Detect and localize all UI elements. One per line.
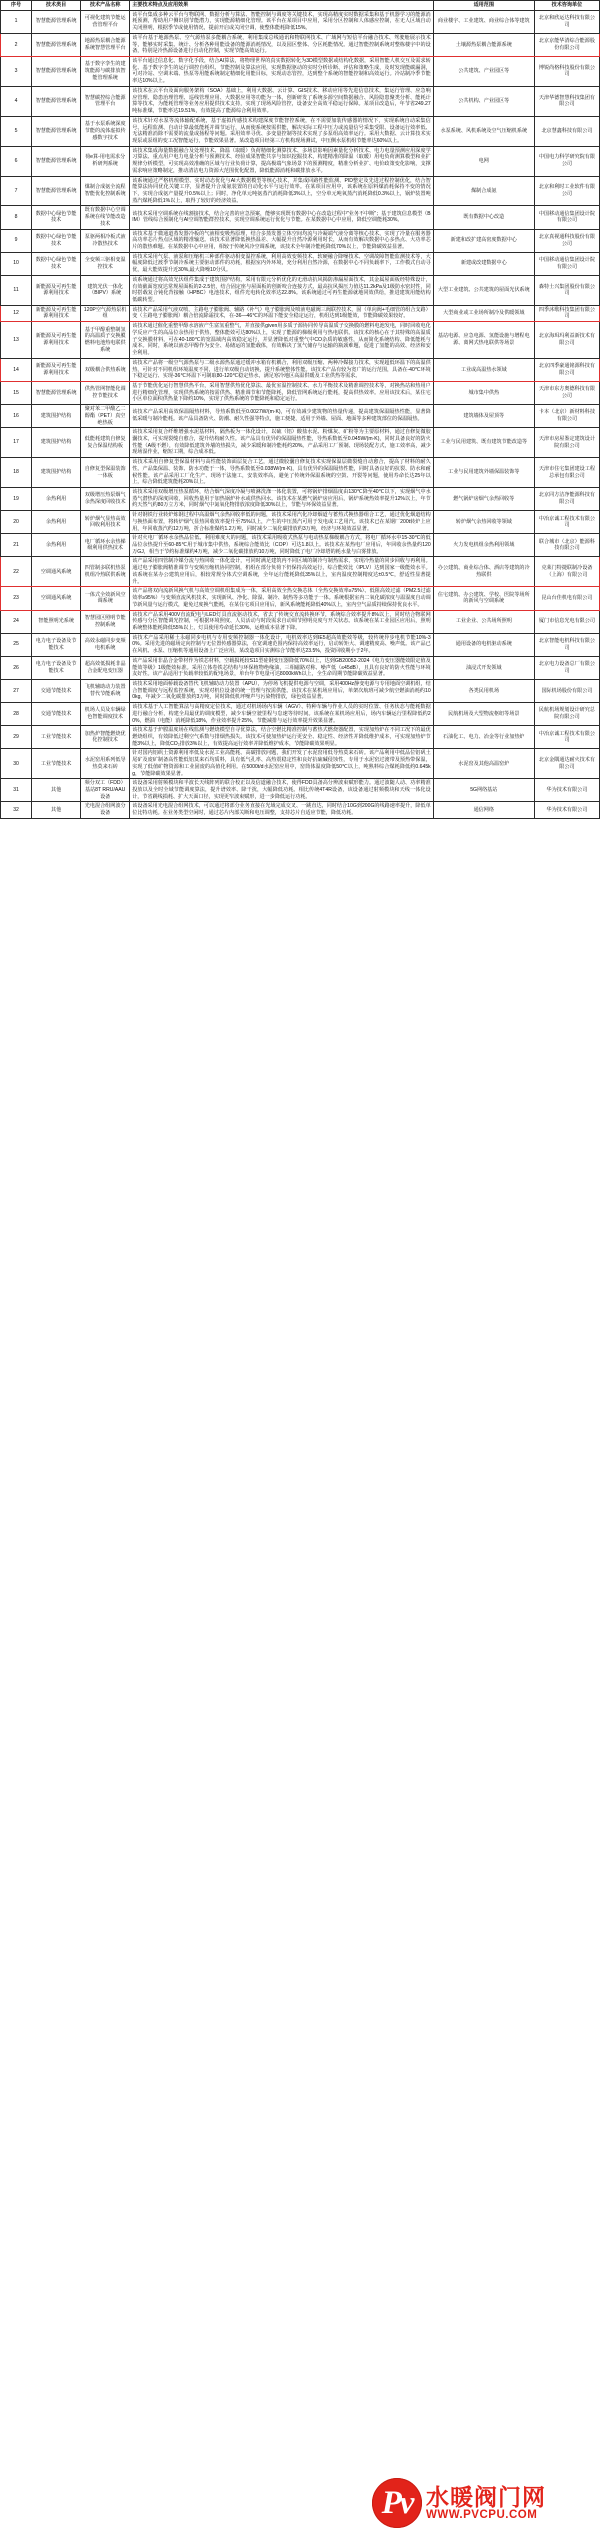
cell-category: 余热利用 [32, 511, 81, 534]
cell-org: 中冶京诚工程技术有限公司 [534, 726, 599, 749]
cell-org: 克莱门特捷联制冷设备（上海）有限公司 [534, 557, 599, 587]
cell-description: 针对钢铁行业转炉炼钢过程中高温烟气余热回收率低的问题，该技术采用汽化冷却烟道与蓄热式换热器组合工艺，通过优化烟道结构与换热面布置，将转炉烟气显热回收效率提升至75%以上，产生的中压蒸汽可用于发电或工艺用汽。该技术已在某钢厂200t转炉上应用，年回收蒸汽约12万吨，折合标准煤约1.2万吨，同时减少二氧化碳排放约3万吨，经济与环境效益显著。 [130, 511, 434, 534]
cell-scope: 煤制合成氨 [433, 176, 534, 206]
table-row [1, 726, 600, 749]
cell-org: 天津华德智慧科技集团有限公司 [534, 86, 599, 116]
watermark-site-name: 水暖阀门网 [426, 2483, 546, 2510]
table-row [1, 86, 600, 116]
cell-product: 供热管网智能化调控节能技术 [81, 381, 130, 404]
cell-org: 北京四季豪通铭源科技有限公司 [534, 358, 599, 381]
cell-product: 频分双工（FDD）基站8T RRU/AAU设备 [81, 779, 130, 802]
cell-no: 16 [1, 405, 32, 428]
cell-no: 12 [1, 305, 32, 321]
cell-no: 29 [1, 726, 32, 749]
cell-no: 20 [1, 511, 32, 534]
cell-scope: 公共机构、产业园区等 [433, 86, 534, 116]
cell-org: 北京和利时工业软件有限公司 [534, 176, 599, 206]
table-row [1, 206, 600, 229]
cell-product: 光电混合组网波分设备 [81, 802, 130, 818]
cell-product: 双级增压热泵烟气余热深度回收技术 [81, 488, 130, 511]
column-header-no: 序号 [1, 1, 32, 11]
cell-description: 该设备采用光电混合组网技术，可以通过将部分业务直接在光域完成交叉、一跳直达，同时结合10G到200G的线路速率提升，降低单位比特功耗。在业务类型空闲时，通过芯片内部关断和电压调整，支持芯片自适应节能，降低功耗。 [130, 802, 434, 818]
cell-product: 双级耦合供热系统 [81, 358, 130, 381]
cell-category: 交通节能技术 [32, 703, 81, 726]
cell-product: 高效永磁同步变频电机系统 [81, 633, 130, 656]
cell-category: 新能源及可再生能源利用技术 [32, 358, 81, 381]
cell-product: 荷e算-用电需求分析研判系统 [81, 146, 130, 176]
cell-no: 5 [1, 116, 32, 146]
cell-scope: 土壤源热泵耦合能源系统 [433, 33, 534, 56]
cell-description: 针对国内铝矾土资源利用率低及水泥工业高能耗、高碳排放问题，我们开发了水泥窑用低导热莫来石砖。该产品利用中低品位铝矾土尾矿及废矿制备高性能低铝莫来石均质料，具有低气孔率、高热震稳定性和良好抗硫碱侵蚀性，专用于水泥窑过渡带及预热带保温，实现了低值矿物资源和工业固废的高值化利用。在5000t/d水泥窑应用中，窑筒体温度降低50℃以上，吨熟料综合煤耗降低约0.645kg，节能降碳效果显著。 [130, 749, 434, 779]
table-row [1, 557, 600, 587]
cell-product: 可视化建筑节能运营管理平台 [81, 10, 130, 33]
cell-category: 余热利用 [32, 534, 81, 557]
cell-product: 聚对苯二甲酸乙二醇酯（PET）真空绝热板 [81, 405, 130, 428]
column-header-org: 技术咨询单位 [534, 1, 599, 11]
table-row [1, 679, 600, 702]
cell-scope: 住宅建筑、办公建筑、学校、医院等场所的新风与空调系统 [433, 587, 534, 610]
cell-no: 6 [1, 146, 32, 176]
cell-org: 北京和欣运达科技有限公司 [534, 10, 599, 33]
cell-description: 该技术基于人工智能算法与高精度定位技术，通过对机场场内车辆（AGV）、特种车辆与作业人员的实时位置、任务状态与能耗数据进行融合分析，构建全局最优的调度模型，减少车辆空驶里程与怠速等待时间。该系统在某机场应用后，场内车辆运行里程降低约20%，燃油（电能）消耗降低18%，作业效率提升25%，节能减排与运行效率提升效果显著。 [130, 703, 434, 726]
cell-product: 超高效低损耗非晶合金配电变压器 [81, 656, 130, 679]
cell-scope: 公共建筑、产业园区等 [433, 57, 534, 87]
cell-product: 基于数字孪生的建筑能源与碳排放智能管理系统 [81, 57, 130, 87]
cell-scope: 办公建筑、商业综合体、酒店等建筑的冷热联供 [433, 557, 534, 587]
cell-description: 该产品采用四管制冷媒分流与热回收一体化设计，可同时满足建筑内不同区域的制冷与制热需求，实现冷热量的同步回收与再利用。通过电子膨胀阀精准调节与变频压缩机协同控制，机组在部分负荷下仍保持高效运行，综合能效比（IPLV）达到国家一级能效水平。该系统在某办公建筑应用后，相较常规分体式空调系统，全年运行能耗降低35%以上，室内温度控制精度达±0.5℃，舒适性显著提升。 [130, 557, 434, 587]
cell-product: 加热炉智能燃烧优化控制技术 [81, 726, 130, 749]
cell-description: 基于节能优化运行智慧供热平台，采用智慧供热优化算法、最优室温控制技术、水力平衡技术及精准调控技术等，对换热站和热用户进行精细化管理，实现供热系统的按需供热、精准调节和节能降耗，降低管网系统运行能耗，提高供热效率。应用该技术后，某住宅小区单位面积供热量下降约10%，实现了供热系统的节能降耗和稳定运行。 [130, 381, 434, 404]
table-row [1, 252, 600, 275]
cell-description: 该技术产品采用稀土永磁同步电机与专用变频控制器一体化设计，电机效率达到IE5超高效能效等级，较传统异步电机节能10%-30%。采用先进的磁场定向控制与无位置传感器算法，在宽调速范围内保持高效率运行，启动转矩大、调速精度高、噪声低。该产品已在风机、水泵、压缩机等通用设备上广泛应用，某改造项目实测综合节能率达23.5%，投资回收期小于2年。 [130, 633, 434, 656]
technology-catalog-table [0, 0, 600, 819]
cell-product: 泵驱两相冷板式液冷散热技术 [81, 229, 130, 252]
watermark-site-url: WWW.PVCPU.COM [426, 2508, 538, 2521]
cell-no: 24 [1, 610, 32, 633]
table-row [1, 488, 600, 511]
cell-scope: 基站电源、应急电源、氢能设施与增程电源、离网式热电联供等场景 [433, 322, 534, 359]
cell-category: 工业节能技术 [32, 749, 81, 779]
table-row [1, 10, 600, 33]
cell-scope: 工业企业、公共场所照明 [433, 610, 534, 633]
column-header-scope: 适用范围 [433, 1, 534, 11]
cell-product: 机场人员及车辆绿色智能调度技术 [81, 703, 130, 726]
cell-no: 25 [1, 633, 32, 656]
cell-no: 9 [1, 229, 32, 252]
cell-no: 1 [1, 10, 32, 33]
cell-description: 该系统通过将高效光伏组件集成于建筑围护结构，采用有限元分析优化的无滑动抗风揭防渗漏屋面技术，其金属屋面板经特殊设计，有效截面宽度达常规屋面板的2-2.5倍，结合固定座与屋面板的创新咬合连接方式，最高抗风揭压力值达11.2kPa及1级防水密封性，同时搭载复合钝化背接触（HPBC）电池技术，组件光电转化效率达22.8%。该系统通过可再生能源就地同效供给，推进建筑用能结构低碳转型。 [130, 275, 434, 305]
cell-category: 智慧能源管理系统 [32, 57, 81, 87]
cell-category: 空调通风系统 [32, 587, 81, 610]
cell-scope: 民航机场及大型物流枢纽等场景 [433, 703, 534, 726]
cell-product: 智慧碳控综合能源管理平台 [81, 86, 130, 116]
cell-no: 8 [1, 206, 32, 229]
cell-scope: 水泥窑及其他高温窑炉 [433, 749, 534, 779]
cell-scope: 商业楼宇、工业建筑、商业综合体等建筑 [433, 10, 534, 33]
cell-scope: 城市集中供热 [433, 381, 534, 404]
cell-product: 低能耗建筑自修复复合保温结构板 [81, 428, 130, 458]
cell-description: 该技术通过催化重整甲醇水溶液产生富氢重整气，并直接供given用多质子源协同传导高温质子交换膜的燃料电池发电，同时回收电化学反应产生的高品位余热用于供热，整体能效可达80%以上，实现了能源的梯级利用与热电联供。该技术的核心在于其特殊的高温质子交换膜材料，可在40-180℃的宽温域内高效稳定运行，并显著降低对重整气中CO杂质的敏感性，从而简化系统结构、降低能耗与成本。同时，系统以液态甲醇作为安全、易储运的氢能载体，有效解决了氢气储存与运输的瓶颈难题，促进了氢能的高效、经济和安全利用。 [130, 322, 434, 359]
cell-product: 电厂循环水余热梯级利用供热技术 [81, 534, 130, 557]
cell-scope: 大型商业或工业场所制冷及供暖领域 [433, 305, 534, 321]
table-header [1, 1, 600, 11]
cell-description: 针对火电厂循环水余热品位低、利用难度大的问题，该技术采用吸收式热泵与电动热泵梯级耦合方式，将电厂循环水中15-30℃的低品位余热提升至60-85℃用于城市集中供热，系统综合能效比（COP）可达1.8以上。该技术在某热电厂应用后，年回收余热量约120万GJ，相当于节约标准煤约4万吨，减少二氧化碳排放约10万吨，同时降低了电厂冷却塔的耗水量与白雾排放。 [130, 534, 434, 557]
cell-org: 昆山台佳机电有限公司 [534, 587, 599, 610]
cell-org: 森特士兴集团股份有限公司 [534, 275, 599, 305]
cell-org: 北京京能华清综合能源股份有限公司 [534, 33, 599, 56]
table-row [1, 275, 600, 305]
cell-category: 交通节能技术 [32, 679, 81, 702]
cell-product: 水泥窑用系列低导热莫来石砖 [81, 749, 130, 779]
cell-org: 天津市东方奥德科技有限公司 [534, 381, 599, 404]
cell-no: 22 [1, 557, 32, 587]
cell-description: 该系统通过严格机理模型、实时动态优化与AI大数据模型等核心技术，并集成回路性能监测、PID整定及先进过程控制优化，结合智能算法协同优化关键工序，显著提升合成氨装置的自动化水平与运行效率。在某项目应用中，该系统在原料煤消耗保持不变的情况下，实现合成氨产量提升0.5%以上；同时，净化单元吨氨蒸汽消耗降低3%以上，空分单元吨氧蒸汽消耗降低0.3%以上，锅炉装置吨蒸汽煤耗降低1%以上，取得了较好的经济效益。 [130, 176, 434, 206]
cell-org: 北京真视通科技股份有限公司 [534, 229, 599, 252]
cell-no: 7 [1, 176, 32, 206]
table-row [1, 749, 600, 779]
cell-product: 一体式全效新风空调系统 [81, 587, 130, 610]
cell-description: 该技术采用双级增压热泵循环，结合烟气深度冷凝与喷淋洗涤一体化装置，可将锅炉排烟温度由130℃降至40℃以下，实现烟气中水蒸气潜热的深度回收，回收热量用于加热锅炉补水或供热回水。该技术在某燃气锅炉房应用后，锅炉系统热效率提升12%以上，年节约天然气约80万立方米，同时烟气中氮氧化物排放浓度降低30%以上，节能与环保效益显著。 [130, 488, 434, 511]
table-row [1, 116, 600, 146]
cell-scope: 转炉烟气余热回收等领域 [433, 511, 534, 534]
cell-no: 27 [1, 679, 32, 702]
column-header-description: 主要技术特点及应用效果 [130, 1, 434, 11]
cell-scope: 既有数据中心改造 [433, 206, 534, 229]
cell-description: 该平台通过信息化、数字化手段，结合AI算法，将物理世界的真实数据转化为3D模型数据或结构化数据，采用智能人机交互及需求转化、基于数字孪生的运行调控自组织、节能控制及算法应用，实现数据驱动的实时分析诊断、评估和策略生成，及时发现能碳漏洞，可对冷站、空调末端、热泵等用能系统制定精细化用能目标，实现动态管控，达到整个系统的智能控制和高效运行。冷站制冷季节能率达10%以上。 [130, 57, 434, 87]
table-row [1, 57, 600, 87]
cell-description: 该技术产品采用高效保温隔热材料，导热系数低至0.0027W/(m·K)，可有效减少建筑物的热量传递，提高建筑保温隔热性能，显著降低采暖与制冷能耗。该产品具备防火、防潮、耐久性强等特点，施工便捷，适用于外墙、屋面、地面等多种建筑部位的保温隔热。 [130, 405, 434, 428]
cell-description: 该技术基于炉膛温度场在线监测与燃烧模型自寻优算法，结合空燃比精准控制与蓄热式燃烧器配置，实现加热炉在不同工况下的最优燃烧组织，有效降低过剩空气系数与排烟热损失。该技术可使加热炉运行更安全、稳定性、经济性并降低维护成本，可实现加热炉节能3%以上，降低CO₂排放3%以上，有效提高运行效率并降低维护成本，节能降碳效果明显。 [130, 726, 434, 749]
table-row [1, 587, 600, 610]
cell-no: 14 [1, 358, 32, 381]
cell-description: 该技术基于微通道蒸发器冷板的气液相变吸热原理，结合多蒸发器立体空间均流与冷凝端气液分离等核心技术，实现了冷量在服务器高功率芯片热点区域的精准输送。该技术显著降低换热温差、大幅提升自然冷源利用时长，从而有效解决数据中心多热点、大功率芯片的散热难题。在某数据中心中应用，相较于传统风冷空调系统，该技术全年制冷能耗降低70%以上，节能降碳效益显著。 [130, 229, 434, 252]
cell-no: 19 [1, 488, 32, 511]
cell-description: 该技术针对水泵等流体输配系统，基于虚拟传感技术构建深度节能智控系统，在不需要加装传感器的情况下，实现系统自动采集信号、远程监测、自动计算最低能耗并调节运行，从而使系统按需供能，解决实际工程中压力或流量信号采集受限、设备运行效率低、无法精准消除不需要的流量或扬程等问题。采用效率寻优、多变量控制等技术实现了多泵组高效率运行。采用大数据、云计算技术实现泵或泵组的变工况智能运行，节能效果显著。某改造项目经第三方机构现场测试，中压侧水泵机组节能率达60%以上。 [130, 116, 434, 146]
cell-no: 21 [1, 534, 32, 557]
table-row [1, 656, 600, 679]
cell-category: 新能源及可再生能源利用技术 [32, 275, 81, 305]
table-row [1, 633, 600, 656]
cell-org: 北京智能电机科技有限公司 [534, 633, 599, 656]
cell-description: 该技术采用复合纤维增强水泥基材料，隔热板为一体化设计，以硫（铝）酸盐水泥、粉煤灰、矿粉等为主要原材料，通过自修复微胶囊技术，可实现裂缝自愈合，提升结构耐久性。该产品具有优异的保温隔热性能，导热系数低至0.045W/(m·K)，同时具备良好的防火性能（A级不燃），有效降低建筑外墙的热损失，减少采暖和制冷能耗约20%。产品采用工厂预制、现场装配方式，施工效率高，减少现场湿作业，缩短工期，综合成本低。 [130, 428, 434, 458]
cell-description: 该技术产品将一级空气源热泵与二级水源热泵通过缓冲水箱有机耦合，利用双级压缩、两种冷媒接力技术，实现超低环温下的高温供热，可针对不同机组环境温度不同，进行单双级自动切换，提升系统整体性能。该技术产品有较为宽广的运行范围，具备在-40℃环境下稳定运行、实现-36℃环温下可制取80-120℃稳定热水，满足寒冷地区高温供暖及工业供热等需求。 [130, 358, 434, 381]
table-row [1, 176, 600, 206]
cell-org: 北京电力设备总厂有限公司 [534, 656, 599, 679]
cell-scope: 通用设备的电机驱动系统 [433, 633, 534, 656]
cell-product: 转炉烟气显热高效回收利用技术 [81, 511, 130, 534]
cell-scope: 大型工业建筑、公共建筑的屋面光伏系统 [433, 275, 534, 305]
table-row [1, 381, 600, 404]
table-row [1, 33, 600, 56]
cell-category: 空调通风系统 [32, 557, 81, 587]
cell-scope: 新建和改扩建高密度数据中心 [433, 229, 534, 252]
cell-org: 国际机场股份有限公司 [534, 679, 599, 702]
cell-no: 31 [1, 779, 32, 802]
watermark-logo-icon [372, 2478, 422, 2528]
cell-scope: 火力发电机组余热利用领域 [433, 534, 534, 557]
cell-category: 建筑围护结构 [32, 458, 81, 488]
cell-category: 新能源及可再生能源利用技术 [32, 305, 81, 321]
cell-scope: 水泵系统、风机系统及空气压缩机系统 [433, 116, 534, 146]
site-watermark [372, 2472, 600, 2534]
cell-no: 3 [1, 57, 32, 87]
cell-product: 120P空气源热泵机组 [81, 305, 130, 321]
watermark-text [426, 2485, 546, 2522]
cell-org: 四季沐歌科技集团有限公司 [534, 305, 599, 321]
cell-no: 26 [1, 656, 32, 679]
cell-scope: 油浸式开发领域 [433, 656, 534, 679]
cell-org: 北京同方洁净能源科技有限公司 [534, 488, 599, 511]
cell-no: 30 [1, 749, 32, 779]
cell-org: 华为技术有限公司 [534, 779, 599, 802]
cell-scope: 新建或改建数据中心 [433, 252, 534, 275]
cell-scope: 燃气锅炉房烟气余热回收等 [433, 488, 534, 511]
cell-product: 既有数据中心空调系统在线节能改造技术 [81, 206, 130, 229]
cell-description: 该技术采用气泵、液泵和压缩机三种部件驱动相变温控系统，利用高效变频技术、软硬融合降噪技术、空调故障智能监测技术等，大幅度降低过渡季节制冷系统主要驱动部件的功耗，根据室内外环境，充分利用自然冷源，在数据中心不同负载率下，工作模式自动寻优，最大能效提升近30%,最大降噪10分贝。 [130, 252, 434, 275]
cell-description: 该技术采用自修复型保温材料与高性能装饰面层复合工艺，通过微胶囊自修复技术实现保温层微裂缝自动愈合，提高了材料的耐久性。产品集保温、装饰、防水功能于一体，导热系数低至0.038W/(m·K)，具有优异的保温隔热性能，同时具备良好的抗裂、防水和耐候性能。该产品采用工厂化生产、现场干法施工，安装效率高，避免了传统外保温系统的空鼓、开裂等问题，使用寿命长达25年以上，综合降低建筑能耗20%以上。 [130, 458, 434, 488]
table-row [1, 610, 600, 633]
cell-product: 全变频三驱相变温控技术 [81, 252, 130, 275]
table-row [1, 703, 600, 726]
table-row [1, 305, 600, 321]
cell-org: 卡本（北京）新材料科技有限公司 [534, 405, 599, 428]
cell-scope: 建筑墙体及屋顶等 [433, 405, 534, 428]
cell-category: 建筑围护结构 [32, 428, 81, 458]
cell-description: 该技术产品采用400V直流配电与LED灯具直流驱动技术，省去了传统交直流转换环节，系统综合效率提升8%以上，同时结合物联网传感与分区智能调光控制，可根据环境照度、人员活动与时段需求自动调节照明亮度与开关状态。该系统在某工业园区应用后，照明系统整体能耗降低55%以上，灯具使用寿命延长30%，运维成本显著下降。 [130, 610, 434, 633]
table-body [1, 10, 600, 818]
cell-scope: 电网 [433, 146, 534, 176]
cell-scope: 石油化工、电力、冶金等行业加热炉 [433, 726, 534, 749]
cell-org: 厦门市信息光电有限公司 [534, 610, 599, 633]
cell-org: 天津市住宅集团建设工程总承包有限公司 [534, 458, 599, 488]
cell-category: 数据中心绿色节能技术 [32, 229, 81, 252]
column-header-product: 技术产品名称 [81, 1, 130, 11]
cell-category: 智慧能源管理系统 [32, 10, 81, 33]
table-row [1, 458, 600, 488]
cell-org: 北京海珥玛利益新技术有限公司 [534, 322, 599, 359]
cell-product: 四管制多联机热泵机组冷热联供系统 [81, 557, 130, 587]
cell-org: 中冶京诚工程技术有限公司 [534, 511, 599, 534]
cell-no: 28 [1, 703, 32, 726]
cell-category: 智慧能源管理系统 [32, 116, 81, 146]
cell-description: 该产品采用非晶合金带材作为铁芯材料，空载损耗较S11型硅钢变压器降低70%以上，达到GB20052-2024《电力变压器能效限定值及能效等级》1级能效标准。采用立体卷铁芯结构与环保植物绝缘油，三相磁路对称、噪声低（≤45dB），且具有良好的防火性能与环境友好性。该产品适用于负载率较低的配电场景，单台年节电量可达8000kWh以上，全生命周期节能降碳效益显著。 [130, 656, 434, 679]
cell-no: 11 [1, 275, 32, 305]
cell-category: 数据中心绿色节能技术 [32, 252, 81, 275]
cell-product: 煤制合成氨全流程智能优化控制系统 [81, 176, 130, 206]
table-row [1, 322, 600, 359]
cell-scope: 工业与民用建筑外墙保温装饰等 [433, 458, 534, 488]
cell-category: 智能照明光系统 [32, 610, 81, 633]
cell-no: 13 [1, 322, 32, 359]
cell-description: 该技术集成海量数据融合及处理技术、降温（取暖）负荷精细化测算技术、多场景影响因素量化分析技术、电力电量预测应用深度学习算法、重点用户电力电量分析与预测技术、经验成果智能共享与知识挖掘技术，构建精准的降温（取暖）用电负荷测算模型和业扩规律分析模型，可实现高效准确的区域与行业负荷计算，提高极端气象场景下的预测精度，精准分析业扩、电价政策变化影响，支撑需求响应策略制定，推动清洁电力资源大范围优化配置，降低能源消耗和碳排放水平。 [130, 146, 434, 176]
table-header-row [1, 1, 600, 11]
cell-category: 其他 [32, 779, 81, 802]
table-row [1, 358, 600, 381]
cell-category: 数据中心绿色节能技术 [32, 206, 81, 229]
cell-no: 18 [1, 458, 32, 488]
cell-description: 该技术产品采用气液双喷，主路电子膨胀阀、辅路（补气）电子膨胀阀及喷液电磁阀三阀联控技术，固（单向阀+毛细管的组合支路）变（主路电子膨胀阀）耦合倍流除霜技术，在-36—46℃的环温下能安全稳定运行，机组达到1级能效，节能降碳效果较好。 [130, 305, 434, 321]
cell-scope: 5G网络基站 [433, 779, 534, 802]
cell-org: 博锐尚格科技股份有限公司 [534, 57, 599, 87]
cell-no: 15 [1, 381, 32, 404]
table-row [1, 405, 600, 428]
cell-category: 工业节能技术 [32, 726, 81, 749]
table-row [1, 802, 600, 818]
cell-category: 电力电子设备及节能技术 [32, 656, 81, 679]
cell-category: 其他 [32, 802, 81, 818]
cell-org: 民航机场规划设计研究总院有限公司 [534, 703, 599, 726]
cell-category: 智慧能源管理系统 [32, 33, 81, 56]
cell-org: 中国移动通信集团设计院有限公司 [534, 252, 599, 275]
cell-category: 智慧能源管理系统 [32, 146, 81, 176]
cell-org: 联合城市（北京）能源科技有限公司 [534, 534, 599, 557]
cell-scope: 工业或高温热水领域 [433, 358, 534, 381]
table-row [1, 779, 600, 802]
cell-category: 智慧能源管理系统 [32, 381, 81, 404]
cell-description: 该技术采用空调系统在线割接技术，结合完善的应急预案，能够实现既有数据中心在改造过程中"业务不中断"；基于建筑信息模型（BIM）管线综合预制化与AI空调智能群控技术，实现空调系统运行优化与节能。在某数据中心中应用，降低空调能耗30%。 [130, 206, 434, 229]
cell-org: 天津市房屋鉴定建筑设计院有限公司 [534, 428, 599, 458]
cell-category: 智慧能源管理系统 [32, 86, 81, 116]
cell-no: 4 [1, 86, 32, 116]
watermark-mark: Pv [381, 2484, 413, 2521]
cell-scope: 工业与民用建筑、既有建筑节能改造等 [433, 428, 534, 458]
cell-org: 北京慧鑫科技有限公司 [534, 116, 599, 146]
table-row [1, 229, 600, 252]
cell-org: 华为技术有限公司 [534, 802, 599, 818]
cell-product: 飞机辅助动力装置替代节能系统 [81, 679, 130, 702]
cell-description: 该设备采用射频模块和半波长天线阵列的联合校正以及信道融合技术，使得FDD具备高分辨波束赋形能力。通过波随人动、功率精准投放以及全时全域节能调度算法，提升谱效率、降干扰，大幅降低功耗。相比传统4T4R设备，该设备通过射频模块和天线一体化设计，节省跳线损耗、扩大天面口径，实现更窄波束赋形，进一步降低运行功耗。 [130, 779, 434, 802]
cell-product: 自修复型保温装饰一体板 [81, 458, 130, 488]
cell-product: 地源热泵耦合能源系统智慧管理平台 [81, 33, 130, 56]
cell-org: 中国移动通信集团设计院有限公司 [534, 206, 599, 229]
cell-org: 中国电力科学研究院有限公司 [534, 146, 599, 176]
cell-description: 该平台集成多种云平台与物联网、数据分析与算法、智能控制与调度等关键技术，实现高精度实时数据采集和基于机器学习的能源消耗预测，帮助用户侧识别节能潜力，实现能源精细化管理。该平台在某项目中应用，采用分区控制和人体感应控制，在无人区域自动关闭照明，根据季节或使用情况，提前开启或关闭空调，使整体能耗降低15%。 [130, 10, 434, 33]
table-row [1, 428, 600, 458]
table-row [1, 534, 600, 557]
cell-description: 该产品将双向流新风换气机与高效空调机组集成为一体，采用高效全热交换芯体（全热交换效率≥75%）、低阻高效过滤（PM2.5过滤效率≥95%）与变频直流风机技术，实现新风、净化、除湿、制冷、制热等多功能于一体。系统根据室内二氧化碳浓度与温湿度自动调节新风量与运行模式，避免过度换气能耗，在某住宅项目应用后，新风系统能耗降低40%以上，室内空气品质持续保持优良水平。 [130, 587, 434, 610]
cell-no: 10 [1, 252, 32, 275]
cell-no: 2 [1, 33, 32, 56]
cell-product: 建筑光伏一体化（BIPV）系统 [81, 275, 130, 305]
cell-scope: 各类民用机场 [433, 679, 534, 702]
column-header-category: 技术类目 [32, 1, 81, 11]
cell-org: 北京金隅通达耐火技术有限公司 [534, 749, 599, 779]
table-row [1, 146, 600, 176]
cell-description: 该技术在云平台及面向服务架构（SOA）基础上，利用大数据、云计算、GIS技术、移动应用等先进信息技术，集运行管理、应急响应管理、隐患治理管理、巡线管理应用、大数据应用等功能为一体，创新研发了系统多源空间数据融合、风险隐患聚类分析、能耗计算等技术，为能耗管理等业务应用提供技术支持，实现了现场风险管控，设备安全高效平稳运行保障。某项目改造后，年节省249.27吨标准煤，节能率达19.51%，有效提高了能源综合利用效率。 [130, 86, 434, 116]
table-row [1, 511, 600, 534]
cell-category: 余热利用 [32, 488, 81, 511]
cell-scope: 通信网络 [433, 802, 534, 818]
cell-no: 23 [1, 587, 32, 610]
cell-product: 基于水泵系统深度节能的流体虚拟传感数字技术 [81, 116, 130, 146]
cell-category: 智慧能源管理系统 [32, 176, 81, 206]
cell-no: 17 [1, 428, 32, 458]
cell-product: 智慧园区照明节能控制系统 [81, 610, 130, 633]
cell-product: 基于甲醇重整制氢的高温质子交换膜燃料电池热电联供系统 [81, 322, 130, 359]
cell-category: 建筑围护结构 [32, 405, 81, 428]
cell-no: 32 [1, 802, 32, 818]
cell-category: 电力电子设备及节能技术 [32, 633, 81, 656]
cell-description: 该技术采用地面桥载设备替代飞机辅助动力装置（APU），为停场飞机提供电源与空调，采用400Hz静变电源与专用地面空调机组，结合智能调度与远程监控系统，实现对机位设备的统一管理与按需供能。该技术在某机场应用后，单架次航班可减少航空燃油消耗约100kg，年减少二氧化碳排放约3万吨，同时降低机坪噪声与污染物排放，绿色效益显著。 [130, 679, 434, 702]
cell-category: 新能源及可再生能源利用技术 [32, 322, 81, 359]
cell-description: 该平台基于地源热泵、空气源热泵多能耦合系统，利用集成总线通讯和物联网技术、广域网与短信平台融合技术、驾驶舱展示技术等，能够实时采集、统计、分析各种用能设备的能源消耗情况，以及园区整体、分区耗能情况。通过智能控制系统对整栋楼宇中的设备，特别是冷热源设备进行自动化控制，实现节能高效运行。 [130, 33, 434, 56]
